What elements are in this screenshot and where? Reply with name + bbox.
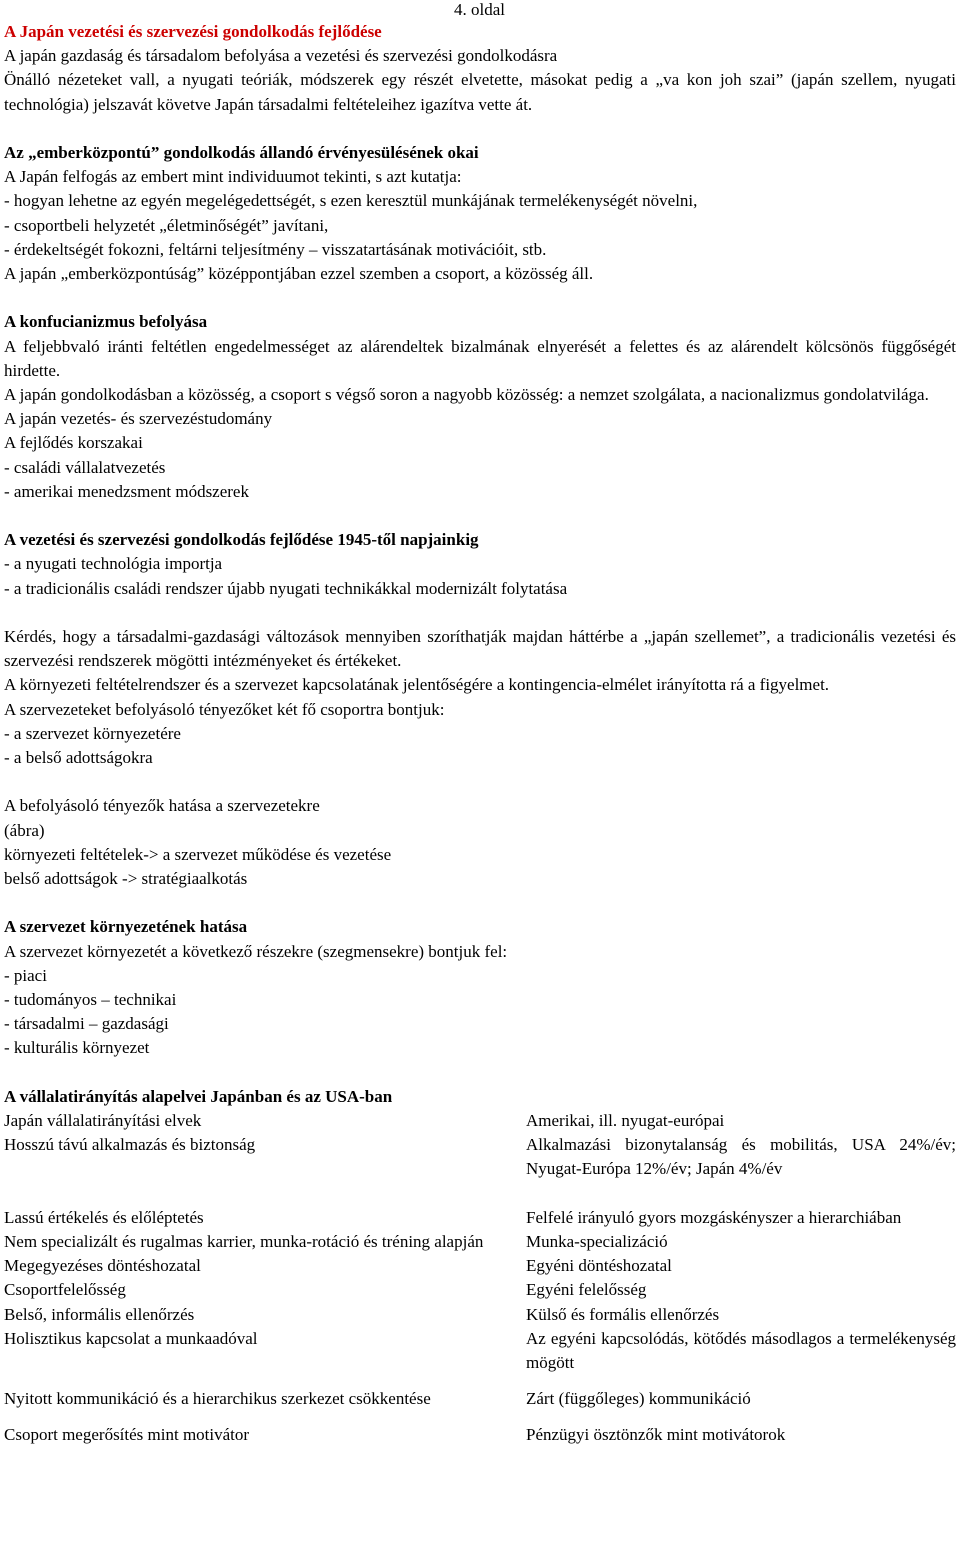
paragraph: A környezeti feltételrendszer és a szervezet kapcsolatának jelentőségére a kontingencia-elmélet irányította rá a figyelmet.: [4, 675, 830, 695]
list-item: - családi vállalatvezetés: [4, 457, 166, 477]
table-cell-japan: Hosszú távú alkalmazás és biztonság: [4, 1135, 256, 1155]
table-cell-usa: Az egyéni kapcsolódás, kötődés másodlagos a termelékenység mögött: [526, 1328, 956, 1373]
table-cell-usa: Amerikai, ill. nyugat-európai: [526, 1111, 725, 1131]
comparison-table: [4, 1109, 956, 1448]
table-cell-japan: Csoport megerősítés mint motivátor: [4, 1425, 250, 1445]
table-cell-japan: Japán vállalatirányítási elvek: [4, 1111, 202, 1131]
list-item: - tudományos – technikai: [4, 990, 177, 1010]
list-item: - a nyugati technológia importja: [4, 554, 223, 574]
list-item: - hogyan lehetne az egyén megelégedettségét, s ezen keresztül munkájának termelékenységét növelni,: [4, 191, 698, 211]
text-line: A Japán felfogás az embert mint individuumot tekinti, s azt kutatja:: [4, 167, 462, 187]
table-row: [4, 1303, 956, 1327]
table-cell-usa: Pénzügyi ösztönzők mint motivátorok: [526, 1425, 786, 1445]
text-line: A szervezet környezetét a következő részekre (szegmensekre) bontjuk fel:: [4, 941, 508, 961]
table-row: [4, 1109, 956, 1133]
table-cell-usa: Egyéni döntéshozatal: [526, 1256, 672, 1276]
list-item: - a szervezet környezetére: [4, 723, 181, 743]
list-item: - társadalmi – gazdasági: [4, 1014, 169, 1034]
table-cell-usa: Zárt (függőleges) kommunikáció: [526, 1389, 751, 1409]
table-row: [4, 1278, 956, 1302]
section-heading-emberkozpontu: Az „emberközpontú” gondolkodás állandó érvényesülésének okai: [4, 143, 479, 162]
table-cell-usa: Alkalmazási bizonytalanság és mobilitás, USA 24%/év; Nyugat-Európa 12%/év; Japán 4%/év: [526, 1135, 956, 1179]
list-item: - csoportbeli helyzetét „életminőségét” javítani,: [4, 215, 329, 235]
table-cell-japan: Nyitott kommunikáció és a hierarchikus szerkezet csökkentése: [4, 1389, 431, 1409]
section-heading-konfucianizmus: A konfucianizmus befolyása: [4, 312, 208, 332]
text-line: A szervezeteket befolyásoló tényezőket két fő csoportra bontjuk:: [4, 699, 445, 719]
page-number: 4. oldal: [454, 0, 505, 19]
text-line: A befolyásoló tényezők hatása a szervezetekre: [4, 796, 320, 816]
list-item: - érdekeltségét fokozni, feltárni teljesítmény – visszatartásának motivációit, stb.: [4, 239, 547, 259]
paragraph: A feljebbvaló iránti feltétlen engedelmességet az alárendeltek bizalmának elnyerését a felettes és az alárendelt kölcsönös függőségét hirdette.: [4, 336, 956, 380]
paragraph: Kérdés, hogy a társadalmi-gazdasági változások mennyiben szoríthatják majdan háttérbe a „japán szellemet”, a tradicionális vezetési és szervezési rendszerek mögötti intézményeket és értékeket.: [4, 627, 956, 671]
table-row: [4, 1254, 956, 1278]
table-cell-japan: Lassú értékelés és előléptetés: [4, 1207, 204, 1227]
table-row: [4, 1133, 956, 1181]
list-item: - amerikai menedzsment módszerek: [4, 481, 249, 501]
text-line: (ábra): [4, 820, 45, 840]
table-cell-usa: Munka-specializáció: [526, 1232, 668, 1252]
text-line: belső adottságok -> stratégiaalkotás: [4, 869, 248, 889]
document-body: [4, 20, 956, 1448]
table-cell-usa: Egyéni felelősség: [526, 1280, 647, 1300]
table-cell-japan: Csoportfelelősség: [4, 1280, 126, 1300]
text-line: A japán „emberközpontúság” középpontjában ezzel szemben a csoport, a közösség áll.: [4, 264, 594, 284]
table-cell-japan: Nem specializált és rugalmas karrier, munka-rotáció és tréning alapján: [4, 1232, 484, 1252]
text-line: környezeti feltételek-> a szervezet működése és vezetése: [4, 844, 392, 864]
section-heading-1945: A vezetési és szervezési gondolkodás fejlődése 1945-től napjainkig: [4, 530, 479, 550]
table-cell-japan: Megegyezéses döntéshozatal: [4, 1256, 201, 1276]
table-cell-japan: Holisztikus kapcsolat a munkaadóval: [4, 1328, 258, 1348]
table-cell-usa: Felfelé irányuló gyors mozgáskényszer a hierarchiában: [526, 1207, 902, 1227]
table-row: [4, 1387, 956, 1411]
table-row: [4, 1423, 956, 1447]
paragraph: A japán gondolkodásban a közösség, a csoport s végső soron a nagyobb közösség: a nemzet szolgálata, a nacionalizmus gondolatvilága.: [4, 385, 929, 405]
text-line: A japán vezetés- és szervezéstudomány: [4, 409, 273, 429]
text-line: A fejlődés korszakai: [4, 433, 143, 453]
table-cell-japan: Belső, informális ellenőrzés: [4, 1304, 195, 1324]
section-heading-vallalatiranyitas: A vállalatirányítás alapelvei Japánban és az USA-ban: [4, 1086, 393, 1106]
intro-paragraph: Önálló nézeteket vall, a nyugati teóriák, módszerek egy részét elvetette, másokat pedig a „va kon joh szai” (japán szellem, nyugati technológia) jelszavát követve Japán társadalmi feltételeihez igazítva vette át.: [4, 70, 956, 114]
table-row: [4, 1206, 956, 1230]
table-cell-usa: Külső és formális ellenőrzés: [526, 1304, 720, 1324]
list-item: - a tradicionális családi rendszer újabb nyugati technikákkal modernizált folytatása: [4, 578, 568, 598]
intro-line: A japán gazdaság és társadalom befolyása a vezetési és szervezési gondolkodásra: [4, 46, 558, 66]
list-item: - a belső adottságokra: [4, 748, 153, 768]
table-row: [4, 1230, 956, 1254]
section-heading-kornyezet: A szervezet környezetének hatása: [4, 917, 248, 937]
list-item: - piaci: [4, 965, 47, 985]
table-row: [4, 1327, 956, 1375]
document-title: A Japán vezetési és szervezési gondolkodás fejlődése: [4, 22, 382, 41]
list-item: - kulturális környezet: [4, 1038, 150, 1058]
